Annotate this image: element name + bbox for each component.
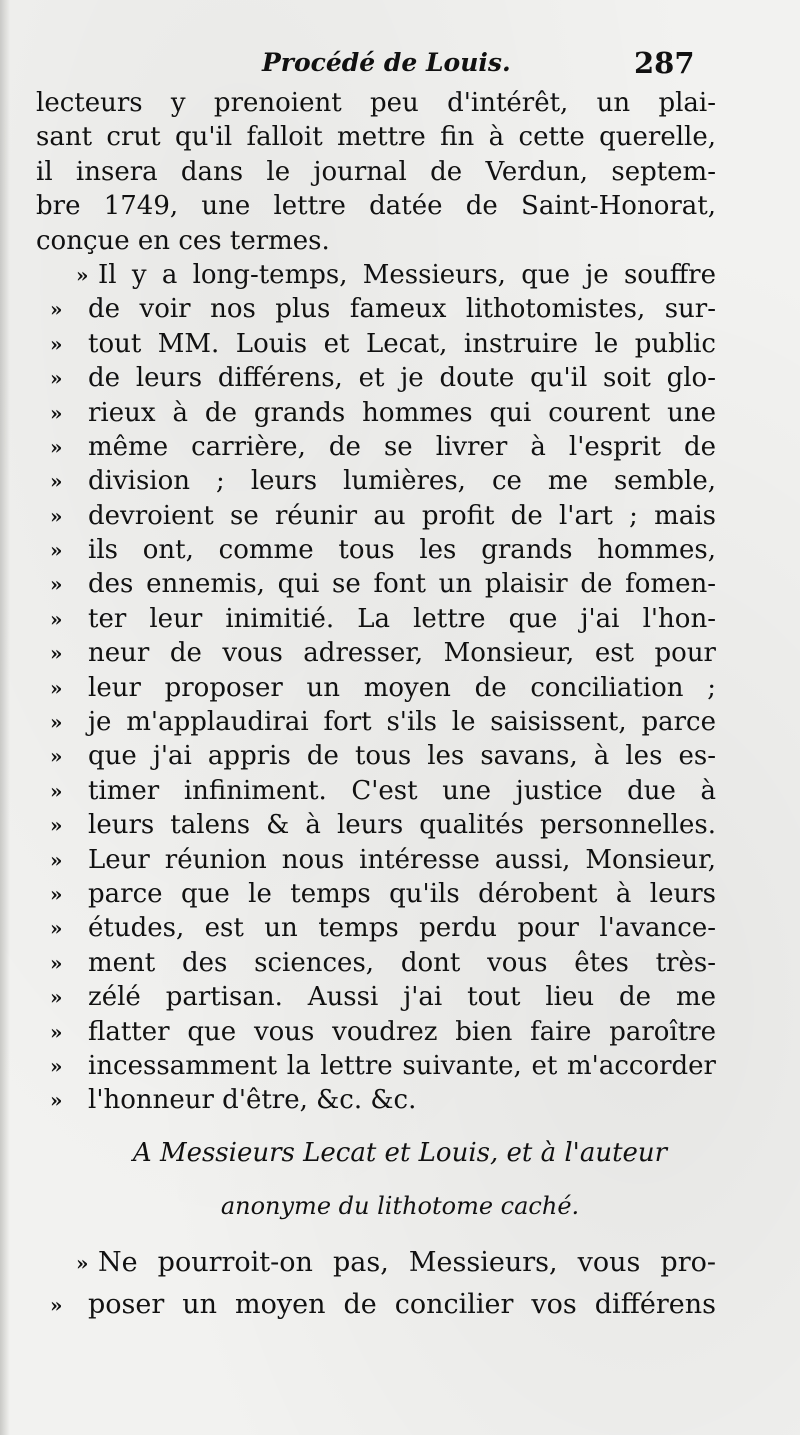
quote-line: » neur de vous adresser, Monsieur, est pour — [36, 636, 716, 670]
quote-line: » études, est un temps perdu pour l'avance- — [36, 911, 716, 945]
quote-mark: » — [50, 916, 63, 941]
quoted-letter-continued — [36, 1242, 716, 1326]
quote-line: » l'honneur d'être, &c. &c. — [36, 1083, 716, 1117]
quote-mark: » — [50, 434, 63, 459]
section-heading: A Messieurs Lecat et Louis, et à l'auteur — [132, 1138, 668, 1168]
quote-line: » leur proposer un moyen de conciliation ; — [36, 671, 716, 705]
quote-mark: » — [50, 469, 63, 494]
section-subheading: anonyme du lithotome caché. — [220, 1192, 580, 1220]
quote-mark: » — [50, 847, 63, 872]
page-body — [36, 86, 716, 1118]
text-line: il insera dans le journal de Verdun, septem- — [36, 156, 716, 187]
quote-line: » ils ont, comme tous les grands hommes, — [36, 533, 716, 567]
quote-mark: » — [50, 572, 63, 597]
text-line: sant crut qu'il falloit mettre fin à cette querelle, — [36, 122, 716, 153]
quote-mark: » — [50, 641, 63, 666]
text-line: bre 1749, une lettre datée de Saint-Honorat, — [36, 191, 716, 222]
quote-mark: » — [50, 744, 63, 769]
quote-mark: » — [50, 606, 63, 631]
quote-mark: » — [76, 262, 89, 287]
quote-mark: » — [50, 297, 63, 322]
quote-line: » parce que le temps qu'ils dérobent à leurs — [36, 877, 716, 911]
quote-mark: » — [50, 1019, 63, 1044]
text-line: conçue en ces termes. — [36, 225, 330, 256]
quote-line: » de voir nos plus fameux lithotomistes, sur- — [36, 292, 716, 326]
quote-line: » leurs talens & à leurs qualités personnelles. — [36, 808, 716, 842]
quote-mark: » — [50, 985, 63, 1010]
quote-line: » même carrière, de se livrer à l'esprit de — [36, 430, 716, 464]
quote-mark: » — [50, 950, 63, 975]
quote-line: » que j'ai appris de tous les savans, à les es- — [36, 739, 716, 773]
quote-mark: » — [50, 1088, 63, 1113]
quote-mark: » — [50, 331, 63, 356]
quote-mark: » — [50, 538, 63, 563]
quote-line: » des ennemis, qui se font un plaisir de fomen- — [36, 567, 716, 601]
quote-line: » division ; leurs lumières, ce me semble, — [36, 464, 716, 498]
quote-line: » poser un moyen de concilier vos différens — [36, 1284, 716, 1326]
quote-line: » ment des sciences, dont vous êtes très- — [36, 946, 716, 980]
quote-mark: » — [76, 1251, 89, 1275]
quoted-letter — [36, 258, 716, 1118]
quote-mark: » — [50, 1293, 63, 1317]
quote-mark: » — [50, 366, 63, 391]
quote-mark: » — [50, 778, 63, 803]
quote-line: » tout MM. Louis et Lecat, instruire le public — [36, 327, 716, 361]
quote-line: » devroient se réunir au profit de l'art ; mais — [36, 499, 716, 533]
quote-line: » de leurs différens, et je doute qu'il soit glo- — [36, 361, 716, 395]
quote-mark: » — [50, 710, 63, 735]
paragraph-intro — [36, 86, 716, 258]
quote-mark: » — [50, 400, 63, 425]
quote-line: » zélé partisan. Aussi j'ai tout lieu de me — [36, 980, 716, 1014]
running-head: Procédé de Louis. — [262, 48, 511, 77]
quote-line: » Ne pourroit-on pas, Messieurs, vous pro- — [36, 1242, 716, 1284]
quote-mark: » — [50, 1053, 63, 1078]
quote-line: » ter leur inimitié. La lettre que j'ai l'hon- — [36, 602, 716, 636]
quote-line: » rieux à de grands hommes qui courent une — [36, 396, 716, 430]
page-number: 287 — [634, 46, 695, 80]
text-line: lecteurs y prenoient peu d'intérêt, un plai- — [36, 88, 716, 118]
quote-line: » Il y a long-temps, Messieurs, que je souffre — [36, 258, 716, 292]
quote-line: » je m'applaudirai fort s'ils le saisissent, parce — [36, 705, 716, 739]
quote-line: » incessamment la lettre suivante, et m'accorder — [36, 1049, 716, 1083]
quote-mark: » — [50, 675, 63, 700]
page-header — [0, 42, 800, 82]
quote-mark: » — [50, 503, 63, 528]
quote-line: » Leur réunion nous intéresse aussi, Monsieur, — [36, 843, 716, 877]
quote-line: » timer infiniment. C'est une justice due à — [36, 774, 716, 808]
quote-mark: » — [50, 813, 63, 838]
quote-line: » flatter que vous voudrez bien faire paroître — [36, 1015, 716, 1049]
quote-mark: » — [50, 881, 63, 906]
